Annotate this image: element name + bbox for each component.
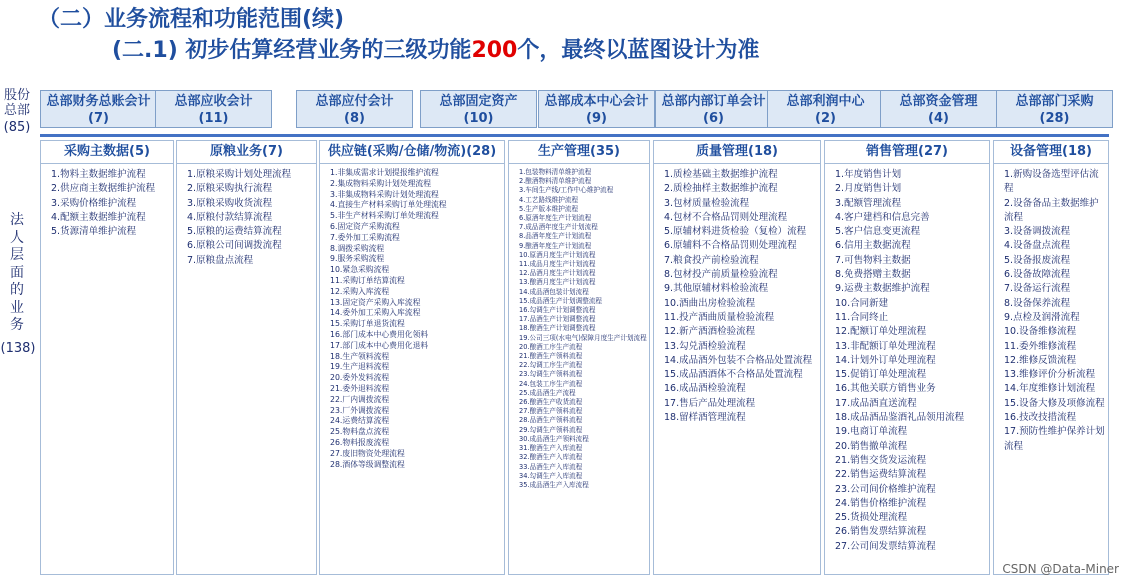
process-item: 7.可售物料主数据: [835, 254, 911, 266]
hq-box-count: (8): [344, 111, 365, 126]
hq-box: [420, 90, 537, 128]
process-item: 30.成品酒生产领料流程: [519, 434, 589, 443]
process-item: 3.配额管理流程: [835, 197, 902, 209]
process-item: 3.设备调拨流程: [1004, 226, 1071, 238]
column-list: [654, 164, 820, 425]
process-item: 29.勾调生产领料流程: [519, 425, 583, 434]
process-item: 7.设备运行流程: [1004, 283, 1071, 295]
process-item: 4.直接生产材料采购订单处理流程: [330, 200, 447, 210]
hq-box-count: (6): [703, 111, 724, 126]
process-item: 34.勾调生产入库流程: [519, 471, 583, 480]
process-item: 15.促销订单处理流程: [835, 369, 927, 381]
process-item: 9.其他原辅材料检验流程: [664, 283, 769, 295]
process-item: 15.采购订单退货流程: [330, 319, 405, 329]
process-item: 5.原辅材料进货检验（复检）流程: [664, 226, 807, 238]
process-item: 17.品酒生产计划调整流程: [519, 315, 596, 324]
hq-box: [655, 90, 772, 128]
process-item: 15.成品酒生产计划调整流程: [519, 296, 603, 305]
function-column: [993, 140, 1109, 575]
column-list: [509, 164, 649, 490]
process-item: 11.采购订单结算流程: [330, 275, 405, 285]
process-item: 19.生产退料流程: [330, 362, 390, 372]
process-item: 5.客户信息变更流程: [835, 226, 921, 238]
process-item: 23.厂外调拨流程: [330, 405, 390, 415]
hq-box-label: 总部应收会计: [174, 94, 253, 109]
process-item: 15.成品酒酒体不合格品处置流程: [664, 369, 803, 381]
process-item: 21.销售交货发运流程: [835, 454, 927, 466]
process-item: 9.点检及润滑流程: [1004, 311, 1080, 323]
process-item: 13.维修评价分析流程: [1004, 369, 1096, 381]
process-item: 26.物料报废流程: [330, 437, 390, 447]
process-item: 16.部门成本中心费用化领料: [330, 329, 429, 339]
process-item: 4.原粮付款结算流程: [187, 211, 273, 223]
column-list: [177, 164, 316, 268]
process-item: 6.固定资产采购流程: [330, 221, 400, 231]
column-list: [825, 164, 989, 554]
process-item: 4.工艺路线维护流程: [519, 195, 579, 204]
process-item: 28.酒体等级调整流程: [330, 459, 405, 469]
function-count: 200: [471, 38, 518, 63]
process-item: 8.免费搭赠主数据: [835, 269, 911, 281]
process-item: 16.成品酒检验流程: [664, 383, 746, 395]
process-item: 14.年度维修计划流程: [1004, 383, 1096, 395]
column-header: 原粮业务(7): [177, 141, 316, 164]
process-item: 3.车间生产线/工作中心维护流程: [519, 186, 614, 195]
subtitle-text: (二.1) 初步估算经营业务的三级功能: [112, 38, 472, 63]
hq-box: [996, 90, 1113, 128]
hq-box-count: (28): [1039, 111, 1070, 126]
process-item: 2.设备备品主数据维护流程: [1004, 197, 1099, 223]
process-item: 28.品酒生产领料流程: [519, 416, 583, 425]
process-item: 18.留样酒管理流程: [664, 412, 746, 424]
process-item: 11.合同终止: [835, 311, 889, 323]
process-item: 10.原酒月度生产计划流程: [519, 250, 596, 259]
process-item: 1.新购设备选型评估流程: [1004, 169, 1099, 195]
process-item: 14.成品酒外包装不合格品处置流程: [664, 354, 813, 366]
hq-box: [767, 90, 884, 128]
page-subtitle: [112, 36, 922, 92]
process-item: 20.销售撤单流程: [835, 440, 908, 452]
process-item: 33.品酒生产入库流程: [519, 462, 583, 471]
divider-line: [40, 134, 1109, 137]
hq-box-label: 总部利润中心: [786, 94, 865, 109]
holding-count: (85): [3, 120, 31, 135]
hq-box: [296, 90, 413, 128]
process-item: 6.设备故障流程: [1004, 269, 1071, 281]
process-item: 1.年度销售计划: [835, 169, 902, 180]
process-item: 1.质检基础主数据维护流程: [664, 169, 778, 180]
hq-box-label: 总部资金管理: [899, 94, 978, 109]
process-item: 22.厂内调拨流程: [330, 394, 390, 404]
hq-box-count: (9): [586, 111, 607, 126]
process-item: 26.销售发票结算流程: [835, 526, 927, 538]
process-item: 5.货源清单维护流程: [51, 226, 137, 238]
process-item: 23.公司间价格维护流程: [835, 483, 936, 495]
process-item: 17.部门成本中心费用化退料: [330, 340, 429, 350]
process-item: 5.设备报废流程: [1004, 254, 1071, 266]
process-item: 2.供应商主数据维护流程: [51, 183, 156, 195]
process-item: 13.固定资产采购入库流程: [330, 297, 421, 307]
hq-box-count: (2): [815, 111, 836, 126]
process-item: 3.非集成物料采购计划处理流程: [330, 189, 439, 199]
process-item: 8.包材投产前质量检验流程: [664, 269, 778, 281]
process-item: 8.设备保养流程: [1004, 297, 1071, 309]
column-header: 设备管理(18): [994, 141, 1108, 164]
process-item: 21.酿酒生产领料流程: [519, 352, 583, 361]
process-item: 6.原粮公司间调拨流程: [187, 240, 282, 252]
process-item: 22.勾调工序生产流程: [519, 361, 583, 370]
process-item: 4.设备盘点流程: [1004, 240, 1071, 252]
process-item: 19.电商订单流程: [835, 426, 908, 438]
process-item: 16.技改技措流程: [1004, 412, 1077, 424]
process-item: 16.其他关联方销售业务: [835, 383, 936, 395]
process-item: 23.勾调生产领料流程: [519, 370, 583, 379]
hq-box-label: 总部财务总账会计: [46, 94, 151, 109]
process-item: 10.合同新建: [835, 297, 889, 309]
process-item: 17.成品酒直送流程: [835, 397, 917, 409]
hq-box-label: 总部内部订单会计: [661, 94, 766, 109]
process-item: 21.委外退料流程: [330, 383, 390, 393]
process-item: 7.原粮盘点流程: [187, 254, 254, 266]
page-title: （二）业务流程和功能范围(续): [38, 7, 345, 32]
process-item: 4.配额主数据维护流程: [51, 211, 146, 223]
process-item: 2.质检抽样主数据维护流程: [664, 183, 778, 195]
hq-box: [155, 90, 272, 128]
process-item: 5.原粮的运费结算流程: [187, 226, 282, 238]
process-item: 20.酿酒工序生产流程: [519, 342, 583, 351]
process-item: 13.勾兑酒检验流程: [664, 340, 746, 352]
column-list: [994, 164, 1108, 454]
process-item: 17.售后产品处理流程: [664, 397, 756, 409]
process-item: 10.酒曲出房检验流程: [664, 297, 756, 309]
process-item: 27.公司间发票结算流程: [835, 540, 936, 552]
process-item: 1.非集成需求计划提报维护流程: [330, 168, 439, 177]
column-header: 采购主数据(5): [41, 141, 173, 164]
process-item: 1.物料主数据维护流程: [51, 169, 146, 180]
process-item: 24.销售价格维护流程: [835, 497, 927, 509]
hq-box-count: (7): [88, 111, 109, 126]
process-item: 9.运费主数据维护流程: [835, 283, 930, 295]
hq-box-label: 总部固定资产: [439, 94, 518, 109]
hq-box-label: 总部应付会计: [315, 94, 394, 109]
process-item: 2.酿酒物料清单维护流程: [519, 177, 592, 186]
process-item: 25.货损处理流程: [835, 512, 908, 524]
process-item: 16.勾调生产计划调整流程: [519, 306, 596, 315]
process-item: 2.月度销售计划: [835, 183, 902, 195]
column-header: 销售管理(27): [825, 141, 989, 164]
process-item: 7.粮食投产前检验流程: [664, 254, 759, 266]
process-item: 27.废旧物资处理流程: [330, 448, 405, 458]
process-item: 13.非配额订单处理流程: [835, 340, 936, 352]
process-item: 31.酿酒生产入库流程: [519, 444, 583, 453]
process-item: 9.服务采购流程: [330, 254, 385, 264]
process-item: 18.生产领料流程: [330, 351, 390, 361]
function-column: [508, 140, 650, 575]
process-item: 17.预防性维护保养计划流程: [1004, 426, 1105, 452]
column-header: 质量管理(18): [654, 141, 820, 164]
process-item: 18.酿酒生产计划调整流程: [519, 324, 596, 333]
function-column: [176, 140, 317, 575]
process-item: 6.原辅料不合格品罚则处理流程: [664, 240, 797, 252]
process-item: 12.采购入库流程: [330, 286, 390, 296]
process-item: 11.投产酒曲质量检验流程: [664, 311, 775, 323]
process-item: 19.公司三项(水电气)保障月度生产计划流程: [519, 333, 647, 342]
process-item: 14.委外加工采购入库流程: [330, 308, 421, 318]
process-item: 25.成品酒生产流程: [519, 388, 576, 397]
process-item: 27.酿酒生产领料流程: [519, 407, 583, 416]
function-column: [653, 140, 821, 575]
function-column: [824, 140, 990, 575]
process-item: 6.原酒年度生产计划流程: [519, 214, 592, 223]
process-item: 14.计划外订单处理流程: [835, 354, 936, 366]
hq-box-label: 总部成本中心会计: [544, 94, 649, 109]
process-item: 15.设备大修及项修流程: [1004, 397, 1105, 409]
process-item: 3.采购价格维护流程: [51, 197, 137, 209]
process-item: 22.销售运费结算流程: [835, 469, 927, 481]
hq-box-count: (10): [463, 111, 494, 126]
function-column: [40, 140, 174, 575]
column-list: [41, 164, 173, 239]
hq-box: [40, 90, 157, 128]
process-item: 10.设备维修流程: [1004, 326, 1077, 338]
process-item: 7.成品酒年度生产计划流程: [519, 223, 598, 232]
function-column: [319, 140, 505, 575]
holding-label: 股份总部: [3, 88, 30, 118]
column-list: [320, 164, 504, 470]
process-item: 3.包材质量检验流程: [664, 197, 750, 209]
column-header: 供应链(采购/仓储/物流)(28): [320, 141, 504, 164]
process-item: 8.品酒年度生产计划流程: [519, 232, 592, 241]
process-item: 2.集成物料采购计划处理流程: [330, 178, 432, 188]
process-item: 26.酿酒生产收货流程: [519, 398, 583, 407]
process-item: 6.信用主数据流程: [835, 240, 911, 252]
process-item: 8.调拨采购流程: [330, 243, 385, 253]
process-item: 12.配额订单处理流程: [835, 326, 927, 338]
process-item: 9.酿酒年度生产计划流程: [519, 241, 592, 250]
process-item: 32.酿酒生产入库流程: [519, 453, 583, 462]
process-item: 20.委外发料流程: [330, 373, 390, 383]
process-item: 1.包装物料清单维护流程: [519, 168, 592, 176]
legal-count: (138): [0, 341, 36, 356]
process-item: 3.原粮采购收货流程: [187, 197, 273, 209]
process-item: 2.原粮采购执行流程: [187, 183, 273, 195]
process-item: 24.运费结算流程: [330, 416, 390, 426]
process-item: 13.酿酒月度生产计划流程: [519, 278, 596, 287]
hq-box-count: (11): [198, 111, 229, 126]
process-item: 35.成品酒生产入库流程: [519, 480, 589, 489]
process-item: 5.非生产材料采购订单处理流程: [330, 211, 439, 221]
process-item: 1.原粮采购计划处理流程: [187, 169, 292, 180]
process-item: 12.品酒月度生产计划流程: [519, 269, 596, 278]
process-item: 4.客户建档和信息完善: [835, 211, 930, 223]
process-item: 7.委外加工采购流程: [330, 232, 400, 242]
process-item: 25.物料盘点流程: [330, 427, 390, 437]
process-item: 24.包装工序生产流程: [519, 379, 583, 388]
process-item: 5.生产版本维护流程: [519, 204, 579, 213]
process-item: 4.包材不合格品罚则处理流程: [664, 211, 788, 223]
process-item: 14.成品酒包装计划流程: [519, 287, 589, 296]
legal-label: 法人层面的业务: [10, 212, 24, 333]
hq-box-label: 总部部门采购: [1015, 94, 1094, 109]
process-item: 12.维修反馈流程: [1004, 354, 1077, 366]
process-item: 12.新产酒酒检验流程: [664, 326, 756, 338]
hq-box: [880, 90, 997, 128]
column-header: 生产管理(35): [509, 141, 649, 164]
hq-box-count: (4): [928, 111, 949, 126]
process-item: 10.紧急采购流程: [330, 265, 390, 275]
subtitle-suffix: 个，最终以蓝图设计为准: [517, 38, 760, 63]
watermark: CSDN @Data-Miner: [1002, 562, 1119, 576]
process-item: 18.成品酒品鉴酒礼品领用流程: [835, 412, 965, 424]
process-item: 11.成品月度生产计划流程: [519, 260, 596, 269]
hq-box: [538, 90, 655, 128]
process-item: 11.委外维修流程: [1004, 340, 1077, 352]
